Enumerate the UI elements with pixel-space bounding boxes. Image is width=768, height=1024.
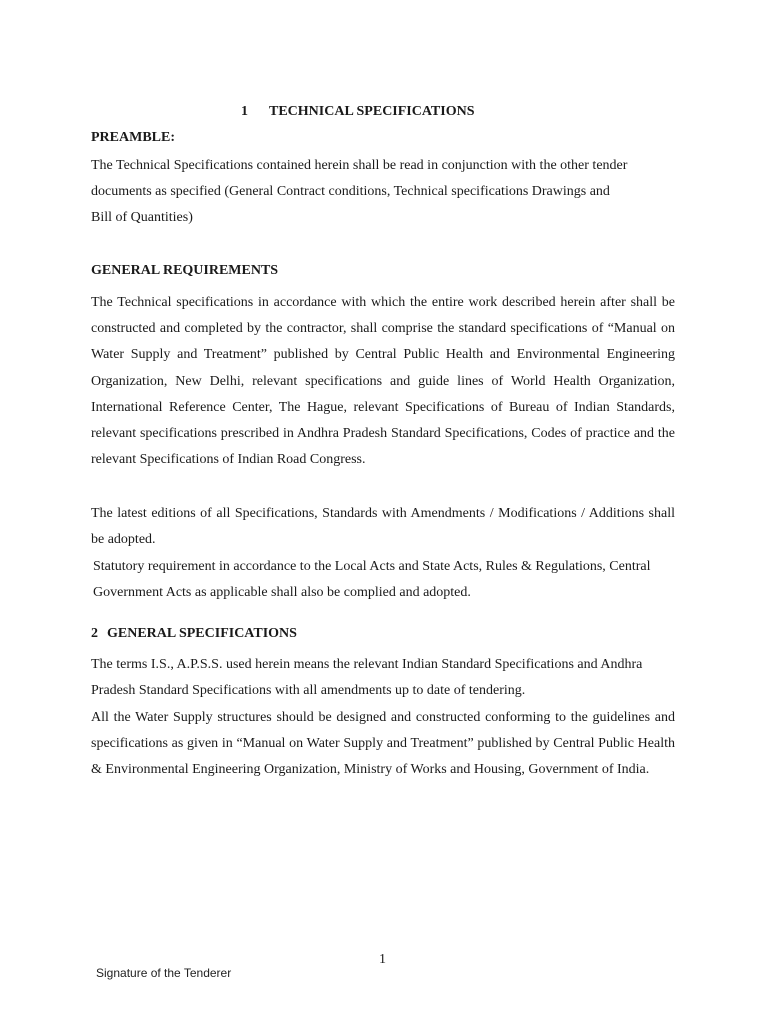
general-requirements-heading: GENERAL REQUIREMENTS bbox=[91, 263, 279, 278]
title-number: 1 bbox=[241, 104, 248, 119]
footer-signature: Signature of the Tenderer bbox=[96, 966, 232, 980]
section-heading-text: GENERAL SPECIFICATIONS bbox=[107, 626, 297, 641]
general-specifications-para-2: All the Water Supply structures should be designed and constructed conforming to the guidelines and specifications as given in “Manual on Water Supply and Treatment” published by Central Public Health & Environmental Engineering Organization, Ministry of Works and Housing, Government of India. bbox=[91, 710, 675, 778]
title-text: TECHNICAL SPECIFICATIONS bbox=[269, 104, 475, 119]
page-number: 1 bbox=[379, 952, 386, 967]
preamble-text: The Technical Specifications contained herein shall be read in conjunction with the other tender documents as specified (General Contract conditions, Technical specifications Drawings and Bill of Quantities) bbox=[91, 158, 628, 226]
general-requirements-para-1: The Technical specifications in accordance with which the entire work described herein after shall be constructed and completed by the contractor, shall comprise the standard specifications of “Manual on Water Supply and Treatment” published by Central Public Health and Environmental Engineering Organization, New Delhi, relevant specifications and guide lines of World Health Organization, International Reference Center, The Hague, relevant Specifications of Bureau of Indian Standards, relevant specifications prescribed in Andhra Pradesh Standard Specifications, Codes of practice and the relevant Specifications of Indian Road Congress. bbox=[91, 295, 675, 468]
general-requirements-para-3: Statutory requirement in accordance to the Local Acts and State Acts, Rules & Regulations, Central Government Acts as applicable shall also be complied and adopted. bbox=[93, 559, 651, 601]
preamble-heading: PREAMBLE: bbox=[91, 130, 175, 145]
general-specifications-para-1: The terms I.S., A.P.S.S. used herein means the relevant Indian Standard Specifications and Andhra Pradesh Standard Specifications with all amendments up to date of tendering. bbox=[91, 657, 643, 699]
document-title bbox=[241, 104, 475, 120]
section-number: 2 bbox=[91, 626, 98, 641]
general-specifications-heading bbox=[91, 626, 297, 642]
general-requirements-para-2: The latest editions of all Specifications, Standards with Amendments / Modifications / Additions shall be adopted. bbox=[91, 506, 675, 548]
